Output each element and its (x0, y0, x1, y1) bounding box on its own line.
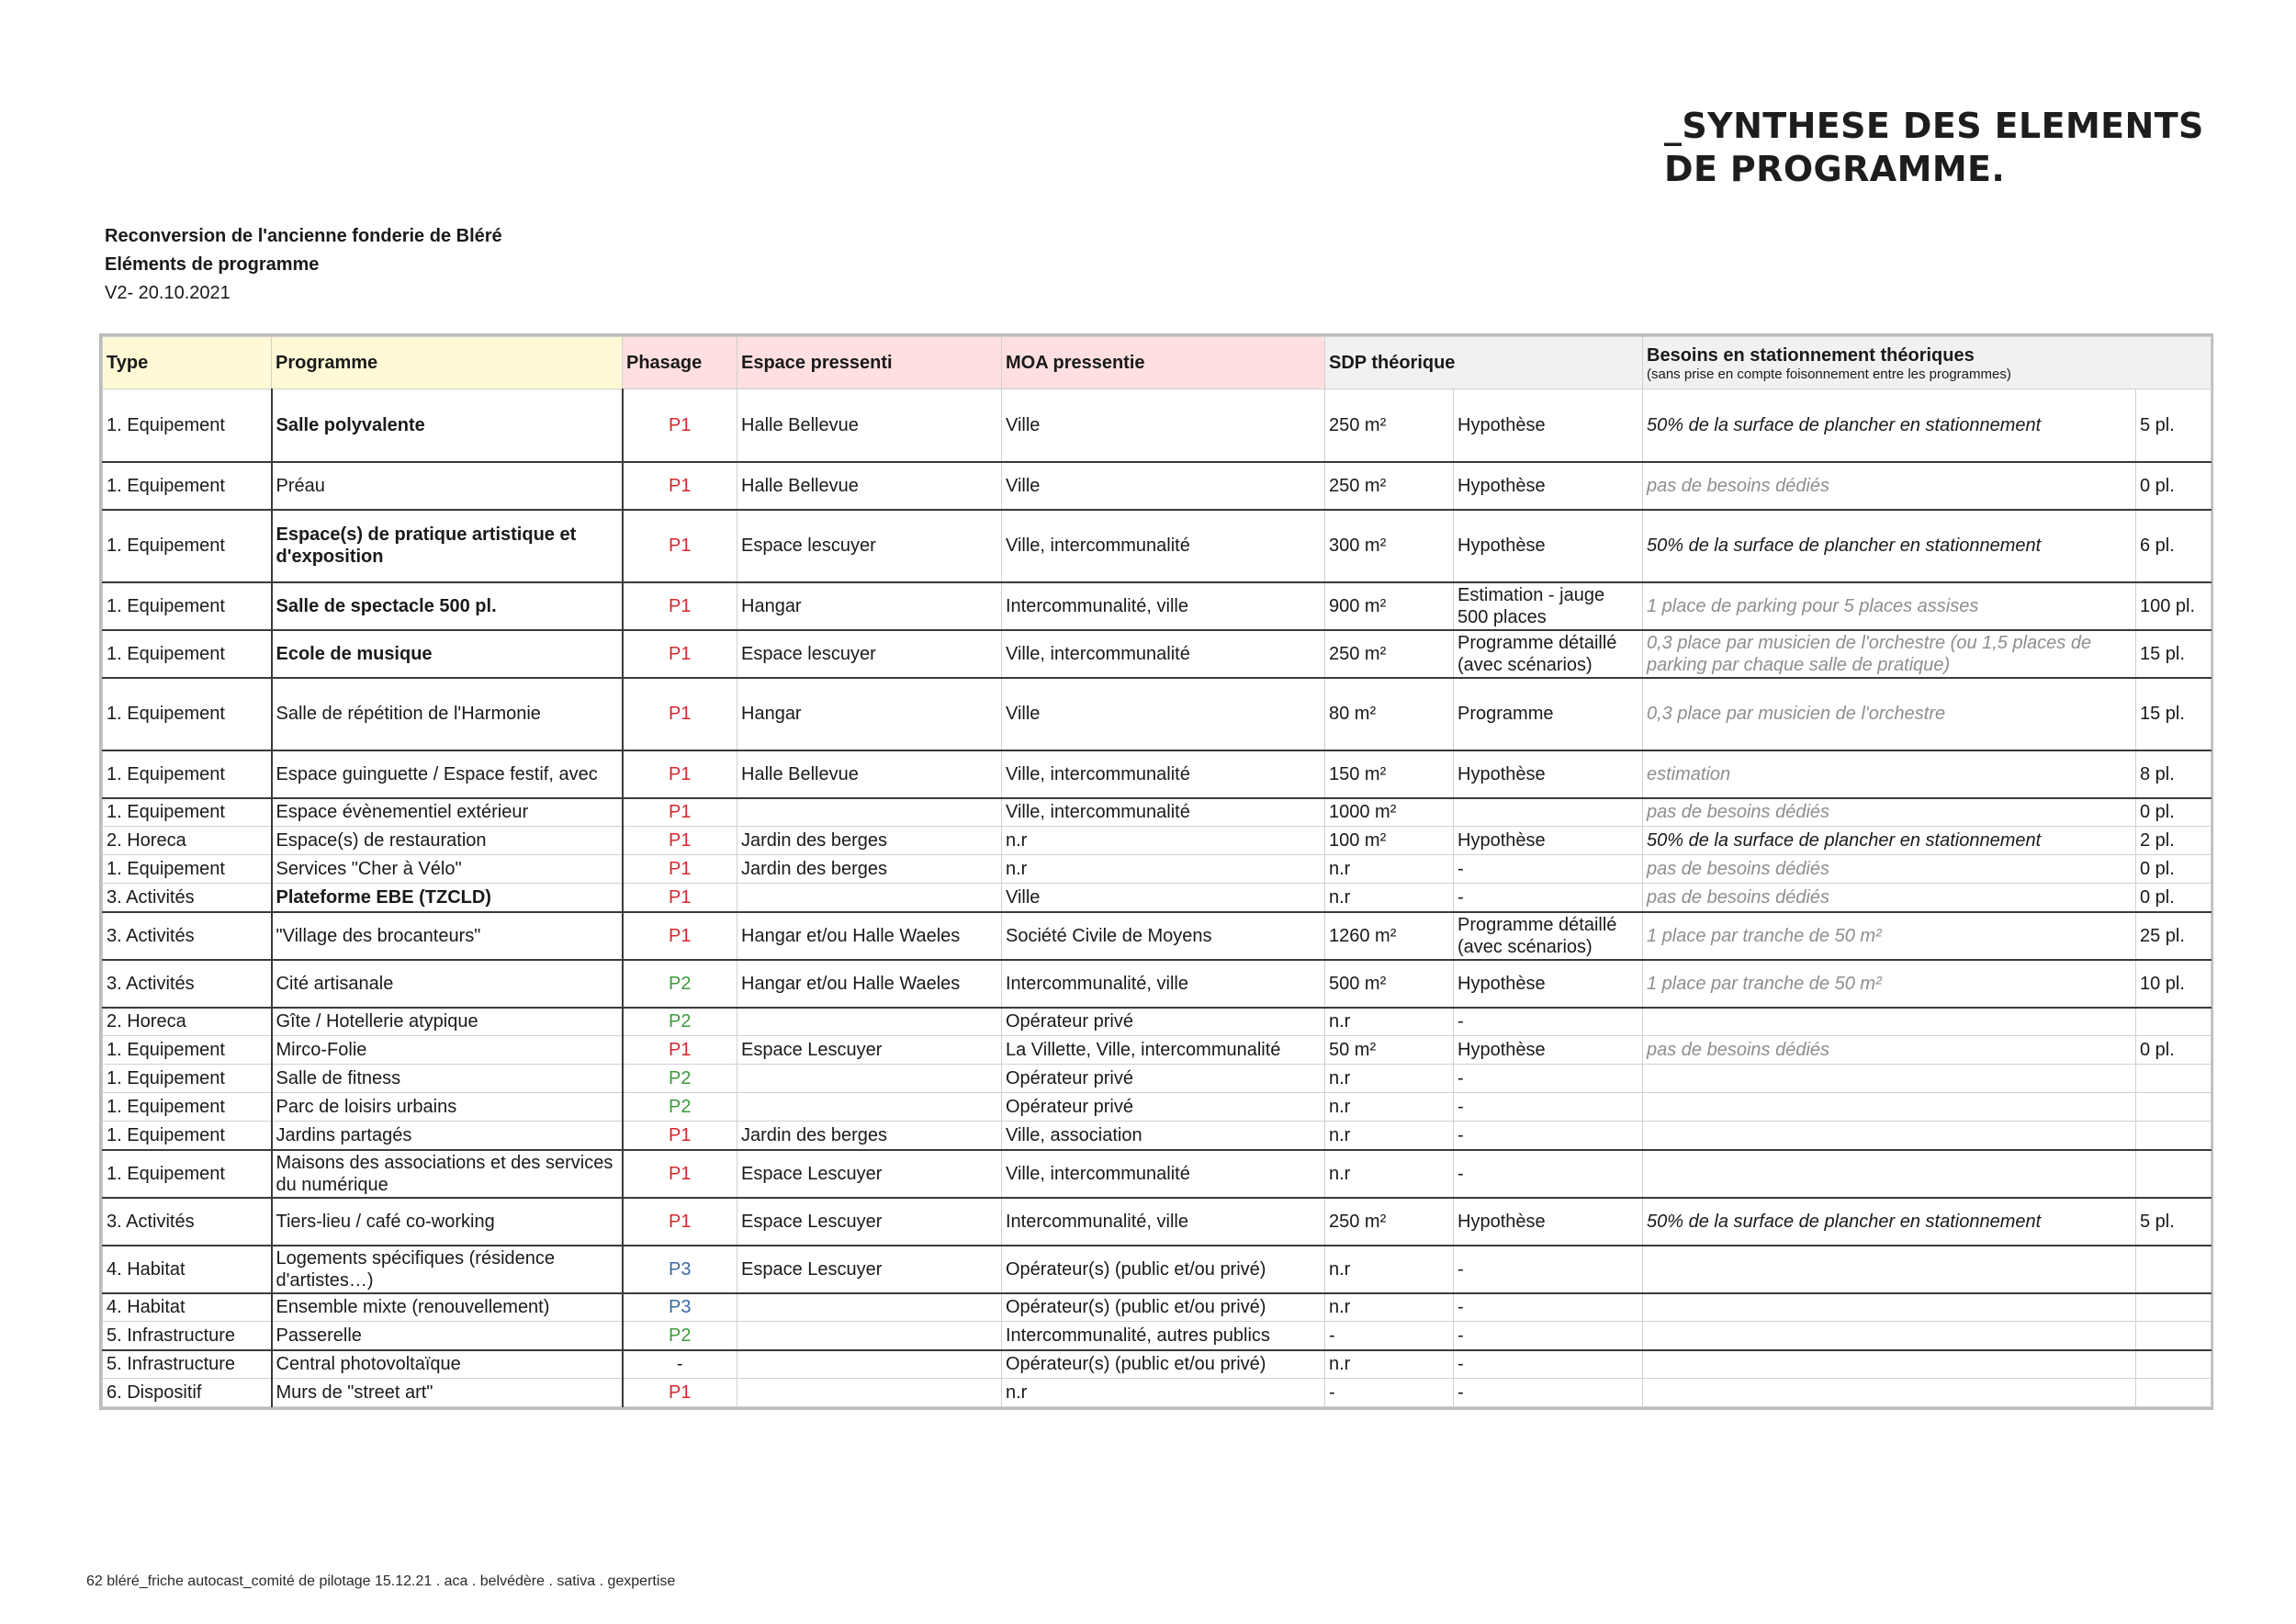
table-row (103, 1350, 2212, 1379)
table-row (103, 960, 2212, 1008)
cell-phase: P1 (623, 884, 737, 912)
cell-places (2136, 1246, 2212, 1293)
cell-statut: - (1454, 1293, 1643, 1322)
cell-statut: Hypothèse (1454, 389, 1643, 462)
cell-moa: Ville, intercommunalité (1002, 1150, 1325, 1198)
cell-besoin (1643, 1008, 2136, 1036)
cell-places: 2 pl. (2136, 827, 2212, 855)
cell-besoin: 1 place par tranche de 50 m² (1643, 960, 2136, 1008)
cell-places: 25 pl. (2136, 912, 2212, 960)
cell-moa: Ville (1002, 884, 1325, 912)
cell-type: 1. Equipement (103, 630, 272, 678)
cell-moa: Intercommunalité, autres publics (1002, 1322, 1325, 1350)
project-name: Reconversion de l'ancienne fonderie de Bléré (105, 226, 502, 246)
header-espace: Espace pressenti (737, 337, 1002, 389)
cell-type: 1. Equipement (103, 1122, 272, 1150)
cell-phase: P1 (623, 1122, 737, 1150)
cell-espace: Halle Bellevue (737, 750, 1002, 798)
cell-sdp: 250 m² (1325, 1198, 1454, 1246)
cell-places: 5 pl. (2136, 1198, 2212, 1246)
cell-espace: Espace Lescuyer (737, 1036, 1002, 1065)
cell-moa: Ville (1002, 389, 1325, 462)
cell-moa: Opérateur(s) (public et/ou privé) (1002, 1350, 1325, 1379)
cell-besoin (1643, 1065, 2136, 1093)
table-row (103, 510, 2212, 582)
cell-places: 0 pl. (2136, 798, 2212, 827)
cell-programme: Salle de spectacle 500 pl. (272, 582, 623, 630)
cell-programme: Espace(s) de restauration (272, 827, 623, 855)
cell-statut: Hypothèse (1454, 1036, 1643, 1065)
table-row (103, 1093, 2212, 1122)
cell-type: 4. Habitat (103, 1293, 272, 1322)
cell-programme: Espace(s) de pratique artistique et d'exposition (272, 510, 623, 582)
cell-programme: Espace évènementiel extérieur (272, 798, 623, 827)
table-row (103, 1150, 2212, 1198)
cell-besoin: 50% de la surface de plancher en stationnement (1643, 389, 2136, 462)
cell-espace (737, 1379, 1002, 1407)
cell-sdp: 500 m² (1325, 960, 1454, 1008)
table-row (103, 798, 2212, 827)
table-row (103, 884, 2212, 912)
cell-statut: - (1454, 1322, 1643, 1350)
cell-moa: Opérateur(s) (public et/ou privé) (1002, 1293, 1325, 1322)
page-title-line-2: DE PROGRAMME. (1664, 149, 2006, 189)
cell-sdp: 1260 m² (1325, 912, 1454, 960)
table-row (103, 1065, 2212, 1093)
cell-statut: - (1454, 884, 1643, 912)
cell-espace (737, 1008, 1002, 1036)
cell-programme: Plateforme EBE (TZCLD) (272, 884, 623, 912)
cell-programme: Murs de "street art" (272, 1379, 623, 1407)
cell-sdp: 80 m² (1325, 678, 1454, 750)
cell-besoin: estimation (1643, 750, 2136, 798)
cell-programme: Cité artisanale (272, 960, 623, 1008)
cell-type: 2. Horeca (103, 1008, 272, 1036)
programme-table-frame (99, 333, 2213, 1410)
cell-besoin: 1 place de parking pour 5 places assises (1643, 582, 2136, 630)
cell-type: 5. Infrastructure (103, 1350, 272, 1379)
cell-programme: Salle de répétition de l'Harmonie (272, 678, 623, 750)
cell-phase: P1 (623, 678, 737, 750)
cell-statut: Estimation - jauge 500 places (1454, 582, 1643, 630)
cell-moa: Opérateur privé (1002, 1093, 1325, 1122)
cell-programme: Jardins partagés (272, 1122, 623, 1150)
cell-espace (737, 884, 1002, 912)
cell-statut: Programme (1454, 678, 1643, 750)
cell-places: 0 pl. (2136, 462, 2212, 510)
cell-moa: Ville, intercommunalité (1002, 510, 1325, 582)
table-row (103, 1036, 2212, 1065)
cell-espace (737, 1322, 1002, 1350)
document-version: V2- 20.10.2021 (105, 283, 231, 303)
cell-places (2136, 1065, 2212, 1093)
cell-besoin (1643, 1246, 2136, 1293)
cell-espace: Espace Lescuyer (737, 1246, 1002, 1293)
cell-espace: Halle Bellevue (737, 389, 1002, 462)
cell-places (2136, 1093, 2212, 1122)
cell-besoin: 50% de la surface de plancher en stationnement (1643, 827, 2136, 855)
table-body (103, 389, 2212, 1407)
cell-places: 10 pl. (2136, 960, 2212, 1008)
cell-type: 2. Horeca (103, 827, 272, 855)
cell-moa: Intercommunalité, ville (1002, 1198, 1325, 1246)
cell-besoin: pas de besoins dédiés (1643, 798, 2136, 827)
table-row (103, 582, 2212, 630)
table-row (103, 1008, 2212, 1036)
cell-phase: P2 (623, 1008, 737, 1036)
cell-type: 1. Equipement (103, 1093, 272, 1122)
cell-places: 0 pl. (2136, 1036, 2212, 1065)
document-name: Eléments de programme (105, 254, 320, 275)
cell-phase: P2 (623, 1065, 737, 1093)
cell-espace: Halle Bellevue (737, 462, 1002, 510)
cell-type: 1. Equipement (103, 855, 272, 884)
programme-table (102, 336, 2212, 1407)
table-row (103, 1322, 2212, 1350)
cell-statut: - (1454, 1093, 1643, 1122)
cell-places (2136, 1122, 2212, 1150)
cell-moa: Ville, intercommunalité (1002, 750, 1325, 798)
table-row (103, 1198, 2212, 1246)
table-row (103, 462, 2212, 510)
cell-besoin (1643, 1150, 2136, 1198)
cell-places: 5 pl. (2136, 389, 2212, 462)
cell-sdp: n.r (1325, 1122, 1454, 1150)
cell-sdp: 150 m² (1325, 750, 1454, 798)
cell-places (2136, 1008, 2212, 1036)
cell-espace (737, 1293, 1002, 1322)
cell-espace: Espace lescuyer (737, 630, 1002, 678)
cell-places: 6 pl. (2136, 510, 2212, 582)
cell-places: 15 pl. (2136, 678, 2212, 750)
cell-type: 1. Equipement (103, 582, 272, 630)
header-sdp: SDP théorique (1325, 337, 1643, 389)
cell-type: 5. Infrastructure (103, 1322, 272, 1350)
cell-programme: Espace guinguette / Espace festif, avec (272, 750, 623, 798)
cell-places: 8 pl. (2136, 750, 2212, 798)
cell-phase: P1 (623, 1150, 737, 1198)
cell-sdp: n.r (1325, 1150, 1454, 1198)
cell-places (2136, 1293, 2212, 1322)
cell-besoin (1643, 1122, 2136, 1150)
page-title-line-1: _SYNTHESE DES ELEMENTS (1664, 106, 2204, 146)
header-programme: Programme (272, 337, 623, 389)
cell-espace (737, 1093, 1002, 1122)
cell-sdp: n.r (1325, 855, 1454, 884)
cell-phase: P1 (623, 510, 737, 582)
cell-besoin: pas de besoins dédiés (1643, 855, 2136, 884)
header-besoins-title: Besoins en stationnement théoriques (1647, 344, 1975, 366)
cell-besoin: pas de besoins dédiés (1643, 462, 2136, 510)
table-row (103, 1293, 2212, 1322)
cell-sdp: 50 m² (1325, 1036, 1454, 1065)
cell-phase: - (623, 1350, 737, 1379)
cell-sdp: n.r (1325, 1246, 1454, 1293)
table-row (103, 1246, 2212, 1293)
cell-type: 3. Activités (103, 912, 272, 960)
cell-phase: P1 (623, 1198, 737, 1246)
cell-espace (737, 798, 1002, 827)
cell-sdp: 1000 m² (1325, 798, 1454, 827)
cell-phase: P3 (623, 1246, 737, 1293)
cell-sdp: - (1325, 1379, 1454, 1407)
cell-espace: Jardin des berges (737, 855, 1002, 884)
cell-phase: P1 (623, 750, 737, 798)
cell-espace (737, 1065, 1002, 1093)
cell-programme: Salle de fitness (272, 1065, 623, 1093)
cell-sdp: - (1325, 1322, 1454, 1350)
cell-moa: n.r (1002, 855, 1325, 884)
cell-moa: Opérateur(s) (public et/ou privé) (1002, 1246, 1325, 1293)
cell-statut: - (1454, 1379, 1643, 1407)
cell-sdp: n.r (1325, 1350, 1454, 1379)
cell-sdp: n.r (1325, 1065, 1454, 1093)
cell-type: 1. Equipement (103, 510, 272, 582)
cell-phase: P1 (623, 1036, 737, 1065)
cell-phase: P1 (623, 1379, 737, 1407)
cell-type: 1. Equipement (103, 798, 272, 827)
cell-espace: Jardin des berges (737, 827, 1002, 855)
cell-moa: Ville, association (1002, 1122, 1325, 1150)
cell-statut (1454, 798, 1643, 827)
cell-type: 3. Activités (103, 1198, 272, 1246)
cell-sdp: 900 m² (1325, 582, 1454, 630)
table-row (103, 912, 2212, 960)
page-title (1664, 105, 2204, 191)
cell-statut: Hypothèse (1454, 462, 1643, 510)
table-row (103, 678, 2212, 750)
cell-besoin (1643, 1379, 2136, 1407)
cell-besoin: 0,3 place par musicien de l'orchestre (ou 1,5 places de parking par chaque salle de pratique) (1643, 630, 2136, 678)
cell-statut: Hypothèse (1454, 510, 1643, 582)
cell-phase: P1 (623, 827, 737, 855)
header-besoins-note: (sans prise en compte foisonnement entre les programmes) (1647, 366, 2011, 382)
cell-type: 1. Equipement (103, 389, 272, 462)
cell-espace: Espace Lescuyer (737, 1150, 1002, 1198)
cell-statut: - (1454, 1008, 1643, 1036)
cell-places (2136, 1150, 2212, 1198)
cell-sdp: 100 m² (1325, 827, 1454, 855)
cell-besoin (1643, 1093, 2136, 1122)
cell-statut: Hypothèse (1454, 1198, 1643, 1246)
cell-programme: Salle polyvalente (272, 389, 623, 462)
cell-phase: P1 (623, 389, 737, 462)
cell-type: 1. Equipement (103, 750, 272, 798)
cell-programme: Ecole de musique (272, 630, 623, 678)
cell-besoin: 50% de la surface de plancher en stationnement (1643, 510, 2136, 582)
cell-moa: Intercommunalité, ville (1002, 582, 1325, 630)
cell-moa: Opérateur privé (1002, 1008, 1325, 1036)
cell-programme: Gîte / Hotellerie atypique (272, 1008, 623, 1036)
cell-programme: Parc de loisirs urbains (272, 1093, 623, 1122)
table-row (103, 1122, 2212, 1150)
table-row (103, 750, 2212, 798)
table-row (103, 389, 2212, 462)
cell-phase: P1 (623, 630, 737, 678)
cell-besoin: 50% de la surface de plancher en stationnement (1643, 1198, 2136, 1246)
cell-programme: Mirco-Folie (272, 1036, 623, 1065)
cell-programme: Logements spécifiques (résidence d'artistes…) (272, 1246, 623, 1293)
document-subheading (105, 222, 502, 308)
cell-besoin (1643, 1350, 2136, 1379)
cell-places: 15 pl. (2136, 630, 2212, 678)
cell-places (2136, 1350, 2212, 1379)
cell-type: 4. Habitat (103, 1246, 272, 1293)
table-row (103, 827, 2212, 855)
cell-moa: La Villette, Ville, intercommunalité (1002, 1036, 1325, 1065)
cell-phase: P2 (623, 960, 737, 1008)
cell-programme: Services "Cher à Vélo" (272, 855, 623, 884)
cell-statut: Hypothèse (1454, 750, 1643, 798)
cell-espace (737, 1350, 1002, 1379)
cell-statut: - (1454, 1065, 1643, 1093)
cell-espace: Hangar et/ou Halle Waeles (737, 912, 1002, 960)
cell-besoin (1643, 1293, 2136, 1322)
cell-programme: Maisons des associations et des services du numérique (272, 1150, 623, 1198)
cell-programme: Préau (272, 462, 623, 510)
cell-places: 0 pl. (2136, 855, 2212, 884)
cell-statut: Programme détaillé (avec scénarios) (1454, 912, 1643, 960)
cell-phase: P2 (623, 1322, 737, 1350)
header-type: Type (103, 337, 272, 389)
cell-moa: Ville, intercommunalité (1002, 630, 1325, 678)
page-footer: 62 bléré_friche autocast_comité de pilotage 15.12.21 . aca . belvédère . sativa . gexpertise (86, 1573, 676, 1589)
cell-statut: - (1454, 1246, 1643, 1293)
cell-sdp: n.r (1325, 884, 1454, 912)
cell-moa: Société Civile de Moyens (1002, 912, 1325, 960)
cell-espace: Hangar (737, 678, 1002, 750)
cell-sdp: 250 m² (1325, 462, 1454, 510)
cell-type: 1. Equipement (103, 678, 272, 750)
cell-espace: Hangar et/ou Halle Waeles (737, 960, 1002, 1008)
table-row (103, 1379, 2212, 1407)
cell-statut: Programme détaillé (avec scénarios) (1454, 630, 1643, 678)
cell-type: 1. Equipement (103, 1065, 272, 1093)
cell-phase: P1 (623, 462, 737, 510)
cell-phase: P2 (623, 1093, 737, 1122)
table-row (103, 855, 2212, 884)
cell-besoin: pas de besoins dédiés (1643, 884, 2136, 912)
cell-statut: - (1454, 855, 1643, 884)
cell-moa: Ville, intercommunalité (1002, 798, 1325, 827)
cell-statut: Hypothèse (1454, 960, 1643, 1008)
header-besoins (1643, 337, 2212, 389)
header-phasage: Phasage (623, 337, 737, 389)
cell-besoin (1643, 1322, 2136, 1350)
cell-espace: Hangar (737, 582, 1002, 630)
cell-phase: P1 (623, 912, 737, 960)
header-moa: MOA pressentie (1002, 337, 1325, 389)
cell-programme: Central photovoltaïque (272, 1350, 623, 1379)
cell-phase: P1 (623, 855, 737, 884)
cell-programme: Tiers-lieu / café co-working (272, 1198, 623, 1246)
cell-statut: Hypothèse (1454, 827, 1643, 855)
cell-statut: - (1454, 1150, 1643, 1198)
cell-type: 1. Equipement (103, 1036, 272, 1065)
cell-type: 3. Activités (103, 960, 272, 1008)
cell-besoin: 1 place par tranche de 50 m² (1643, 912, 2136, 960)
cell-type: 6. Dispositif (103, 1379, 272, 1407)
cell-besoin: pas de besoins dédiés (1643, 1036, 2136, 1065)
cell-sdp: n.r (1325, 1008, 1454, 1036)
cell-sdp: 300 m² (1325, 510, 1454, 582)
cell-phase: P3 (623, 1293, 737, 1322)
cell-sdp: 250 m² (1325, 630, 1454, 678)
cell-programme: "Village des brocanteurs" (272, 912, 623, 960)
cell-espace: Espace lescuyer (737, 510, 1002, 582)
cell-programme: Ensemble mixte (renouvellement) (272, 1293, 623, 1322)
cell-type: 1. Equipement (103, 462, 272, 510)
cell-sdp: 250 m² (1325, 389, 1454, 462)
cell-sdp: n.r (1325, 1293, 1454, 1322)
cell-places (2136, 1379, 2212, 1407)
cell-moa: n.r (1002, 827, 1325, 855)
cell-phase: P1 (623, 582, 737, 630)
cell-statut: - (1454, 1350, 1643, 1379)
cell-espace: Jardin des berges (737, 1122, 1002, 1150)
cell-moa: Intercommunalité, ville (1002, 960, 1325, 1008)
cell-places: 0 pl. (2136, 884, 2212, 912)
cell-type: 1. Equipement (103, 1150, 272, 1198)
cell-places (2136, 1322, 2212, 1350)
cell-sdp: n.r (1325, 1093, 1454, 1122)
cell-places: 100 pl. (2136, 582, 2212, 630)
cell-phase: P1 (623, 798, 737, 827)
cell-type: 3. Activités (103, 884, 272, 912)
table-row (103, 630, 2212, 678)
cell-espace: Espace Lescuyer (737, 1198, 1002, 1246)
cell-programme: Passerelle (272, 1322, 623, 1350)
cell-moa: n.r (1002, 1379, 1325, 1407)
cell-moa: Opérateur privé (1002, 1065, 1325, 1093)
cell-statut: - (1454, 1122, 1643, 1150)
cell-moa: Ville (1002, 678, 1325, 750)
cell-besoin: 0,3 place par musicien de l'orchestre (1643, 678, 2136, 750)
cell-moa: Ville (1002, 462, 1325, 510)
